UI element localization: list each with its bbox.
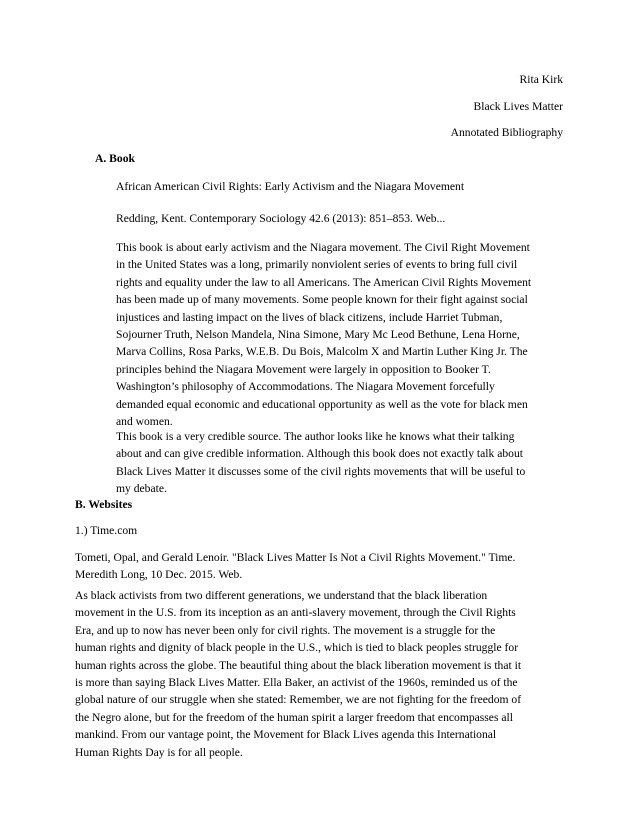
website-citation-line: Tometi, Opal, and Gerald Lenoir. "Black Lives Matter Is Not a Civil Rights Movement." Time. (75, 551, 516, 564)
book-summary-line: has been made up of many movements. Some people known for their fight against social (116, 293, 528, 307)
website-citation-line: Meredith Long, 10 Dec. 2015. Web. (75, 568, 243, 582)
book-citation: Redding, Kent. Contemporary Sociology 42.6 (2013): 851–853. Web... (116, 212, 446, 225)
website-summary (75, 587, 521, 761)
book-summary-line: demanded equal economic and educational opportunity as well as the vote for black men (116, 397, 528, 411)
book-summary (116, 239, 531, 430)
website-summary-line: As black activists from two different generations, we understand that the black liberation (75, 589, 488, 602)
book-title: African American Civil Rights: Early Activism and the Niagara Movement (116, 180, 465, 193)
book-summary-line: Sojourner Truth, Nelson Mandela, Nina Simone, Mary Mc Leod Bethune, Lena Horne, (116, 328, 520, 342)
document-type: Annotated Bibliography (450, 126, 563, 139)
paper-topic: Black Lives Matter (473, 100, 563, 113)
book-summary-line: Washington’s philosophy of Accommodations. The Niagara Movement forcefully (116, 380, 495, 394)
book-evaluation-line: Black Lives Matter it discusses some of the civil rights movements that will be useful to (116, 464, 526, 478)
book-evaluation-line: This book is a very credible source. The author looks like he knows what their talking (116, 430, 515, 443)
author-name: Rita Kirk (519, 73, 563, 86)
book-summary-line: principles behind the Niagara Movement were largely in opposition to Booker T. (116, 362, 491, 376)
website-summary-line: movement in the U.S. from its inception as an anti-slavery movement, through the Civil Rights (75, 606, 516, 620)
book-evaluation (116, 428, 525, 498)
book-summary-line: rights and equality under the law to all Americans. The American Civil Rights Movement (116, 275, 532, 289)
website-summary-line: is more than saying Black Lives Matter. Ella Baker, an activist of the 1960s, reminded us of the (75, 676, 518, 690)
section-b-heading: B. Websites (75, 498, 133, 511)
section-a-heading: A. Book (95, 152, 135, 165)
book-summary-line: and women. (116, 415, 173, 429)
website-summary-line: human rights and dignity of black people in the U.S., which is tied to black peoples struggle for (75, 641, 519, 655)
book-summary-line: in the United States was a long, primarily nonviolent series of events to bring full civil (116, 258, 518, 272)
website-summary-line: the Negro alone, but for the freedom of the human spirit a larger freedom that encompasses all (75, 710, 513, 724)
website-summary-line: global nature of our struggle when she stated: Remember, we are not fighting for the freedom of (75, 693, 522, 707)
website-label: 1.) Time.com (75, 524, 138, 537)
website-citation (75, 549, 515, 584)
book-summary-line: injustices and lasting impact on the lives of black citizens, include Harriet Tubman, (116, 310, 503, 324)
website-summary-line: human rights across the globe. The beautiful thing about the black liberation movement is that it (75, 658, 522, 672)
website-summary-line: Era, and up to now has never been only for civil rights. The movement is a struggle for the (75, 623, 496, 637)
website-summary-line: mankind. From our vantage point, the Movement for Black Lives agenda this International (75, 728, 497, 742)
book-summary-line: Marva Collins, Rosa Parks, W.E.B. Du Bois, Malcolm X and Martin Luther King Jr. The (116, 345, 528, 359)
book-evaluation-line: about and can give credible information. Although this book does not exactly talk about (116, 447, 523, 461)
book-evaluation-line: my debate. (116, 482, 167, 496)
website-summary-line: Human Rights Day is for all people. (75, 745, 243, 759)
book-summary-line: This book is about early activism and the Niagara movement. The Civil Right Movement (116, 241, 530, 254)
